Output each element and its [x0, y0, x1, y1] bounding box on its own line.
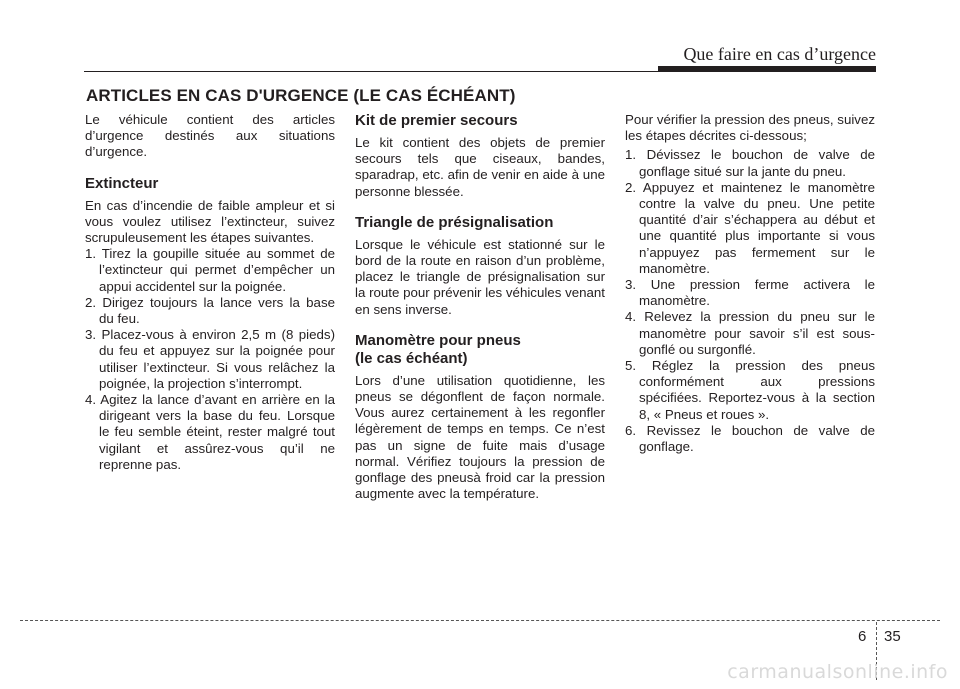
- pression-intro: Pour vérifier la pression des pneus, suivez les étapes décrites ci-dessous;: [625, 112, 875, 144]
- column-left: [85, 112, 335, 473]
- column-middle: [355, 112, 605, 502]
- list-item: 4. Relevez la pression du pneu sur le manomètre pour savoir s’il est sous-gonflé ou surgonflé.: [625, 309, 875, 357]
- list-item: 5. Réglez la pression des pneus conformément aux pressions spécifiées. Reportez-vous à la section 8, « Pneus et roues ».: [625, 358, 875, 422]
- list-item: 3. Une pression ferme activera le manomètre.: [625, 277, 875, 309]
- column-right: [625, 112, 875, 455]
- section-title: ARTICLES EN CAS D'URGENCE (LE CAS ÉCHÉANT): [86, 86, 516, 105]
- extincteur-steps: [85, 246, 335, 473]
- triangle-heading: Triangle de présignalisation: [355, 213, 554, 231]
- list-item: 4. Agitez la lance d’avant en arrière en la dirigeant vers la base du feu. Lorsque le feu semble éteint, rester malgré tout vigilant et assûrez-vous qu’il ne reprenne pas.: [85, 392, 335, 472]
- kit-heading: Kit de premier secours: [355, 112, 518, 129]
- list-item: 1. Tirez la goupille située au sommet de l’extincteur qui permet d’empêcher un appui accidentel sur la poignée.: [85, 246, 335, 294]
- pression-steps: [625, 147, 875, 455]
- triangle-paragraph: Lorsque le véhicule est stationné sur le bord de la route en raison d’un problème, placez le triangle de présignalisation sur la route pour prévenir les véhicules venant en sens inverse.: [355, 236, 605, 317]
- chapter-number: 6: [858, 628, 867, 645]
- manometre-heading-line1: Manomètre pour pneus: [355, 331, 521, 349]
- header-rule-accent: [658, 66, 876, 72]
- manometre-heading: [355, 332, 605, 368]
- page-number: 35: [884, 628, 901, 645]
- list-item: 6. Revissez le bouchon de valve de gonflage.: [625, 422, 875, 455]
- manometre-heading-line2: (le cas échéant): [355, 349, 468, 367]
- watermark: carmanualsonline.info: [727, 661, 948, 683]
- list-item: 2. Appuyez et maintenez le manomètre contre la valve du pneu. Une petite quantité d’air s’échappera au début et une quantité plus importante si vous n’appuyez pas fermement sur le manomètre.: [625, 179, 875, 276]
- intro-paragraph: Le véhicule contient des articles d’urgence destinés aux situations d’urgence.: [85, 112, 335, 160]
- extincteur-paragraph: En cas d’incendie de faible ampleur et si vous voulez utilisez l’extincteur, suivez scrupuleusement les étapes suivantes.: [85, 197, 335, 246]
- chapter-header-title: Que faire en cas d’urgence: [683, 44, 876, 64]
- manometre-paragraph: Lors d’une utilisation quotidienne, les pneus se dégonflent de façon normale. Vous aurez certainement à les regonfler légèrement de temps en temps. Ce n’est pas un signe de fuite mais d’usage normal. Vérifiez toujours la pression de gonflage des pneusà froid car la pression augmente avec la température.: [355, 372, 605, 502]
- kit-paragraph: Le kit contient des objets de premier secours tels que ciseaux, bandes, sparadrap, etc. afin de venir en aide à une personne blessée.: [355, 135, 605, 199]
- footer-divider: [20, 620, 940, 621]
- list-item: 1. Dévissez le bouchon de valve de gonflage situé sur la jante du pneu.: [625, 147, 875, 179]
- list-item: 3. Placez-vous à environ 2,5 m (8 pieds) du feu et appuyez sur la poignée pour utiliser l’extincteur. Si vous relâchez la poignée, la projection s’interrompt.: [85, 327, 335, 391]
- list-item: 2. Dirigez toujours la lance vers la base du feu.: [85, 294, 335, 327]
- extincteur-heading: Extincteur: [85, 174, 159, 192]
